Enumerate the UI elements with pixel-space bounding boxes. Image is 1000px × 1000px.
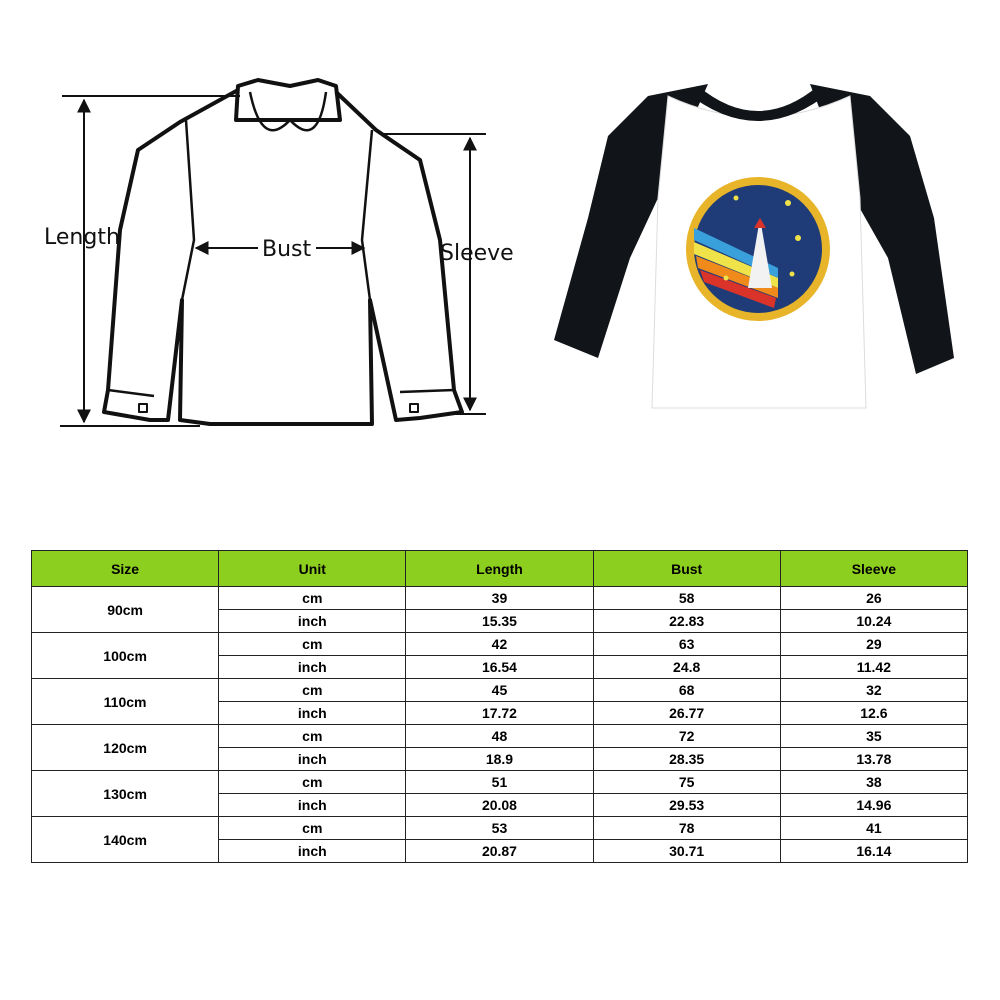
measurement-diagram [0,0,560,480]
table-row [32,679,968,702]
bust-label: Bust [262,237,312,262]
sleeve-cell: 41 [780,817,967,840]
length-cell: 39 [406,587,593,610]
bust-cell: 22.83 [593,610,780,633]
sleeve-cell: 12.6 [780,702,967,725]
header-size: Size [32,551,219,587]
bust-cell: 28.35 [593,748,780,771]
sleeve-cell: 32 [780,679,967,702]
sleeve-cell: 14.96 [780,794,967,817]
size-cell: 140cm [32,817,219,863]
length-cell: 42 [406,633,593,656]
header-bust: Bust [593,551,780,587]
length-cell: 15.35 [406,610,593,633]
unit-cell: cm [219,771,406,794]
unit-cell: inch [219,840,406,863]
length-cell: 18.9 [406,748,593,771]
unit-cell: inch [219,610,406,633]
space-shuttle-patch [686,177,830,321]
unit-cell: inch [219,748,406,771]
bust-cell: 78 [593,817,780,840]
table-row [32,817,968,840]
unit-cell: inch [219,702,406,725]
size-cell: 90cm [32,587,219,633]
size-cell: 120cm [32,725,219,771]
sleeve-cell: 35 [780,725,967,748]
bust-cell: 26.77 [593,702,780,725]
sleeve-cell: 10.24 [780,610,967,633]
unit-cell: cm [219,725,406,748]
unit-cell: cm [219,817,406,840]
table-header-row [32,551,968,587]
product-photo [548,78,968,418]
length-cell: 45 [406,679,593,702]
bust-cell: 75 [593,771,780,794]
sleeve-cell: 13.78 [780,748,967,771]
header-unit: Unit [219,551,406,587]
bust-cell: 63 [593,633,780,656]
sleeve-cell: 38 [780,771,967,794]
sleeve-label: Sleeve [440,241,514,266]
size-cell: 100cm [32,633,219,679]
length-label: Length [44,225,120,250]
bust-cell: 72 [593,725,780,748]
length-cell: 51 [406,771,593,794]
length-cell: 16.54 [406,656,593,679]
bust-cell: 58 [593,587,780,610]
table-row [32,725,968,748]
length-cell: 20.08 [406,794,593,817]
sleeve-cell: 26 [780,587,967,610]
length-cell: 20.87 [406,840,593,863]
length-cell: 53 [406,817,593,840]
size-table [31,550,968,863]
unit-cell: cm [219,679,406,702]
bust-cell: 30.71 [593,840,780,863]
table-row [32,587,968,610]
header-sleeve: Sleeve [780,551,967,587]
header-length: Length [406,551,593,587]
length-cell: 48 [406,725,593,748]
unit-cell: cm [219,633,406,656]
length-cell: 17.72 [406,702,593,725]
size-cell: 110cm [32,679,219,725]
unit-cell: inch [219,794,406,817]
sleeve-cell: 16.14 [780,840,967,863]
sleeve-cell: 11.42 [780,656,967,679]
table-row [32,771,968,794]
size-cell: 130cm [32,771,219,817]
unit-cell: inch [219,656,406,679]
table-row [32,633,968,656]
sleeve-cell: 29 [780,633,967,656]
bust-cell: 68 [593,679,780,702]
bust-cell: 29.53 [593,794,780,817]
bust-cell: 24.8 [593,656,780,679]
unit-cell: cm [219,587,406,610]
